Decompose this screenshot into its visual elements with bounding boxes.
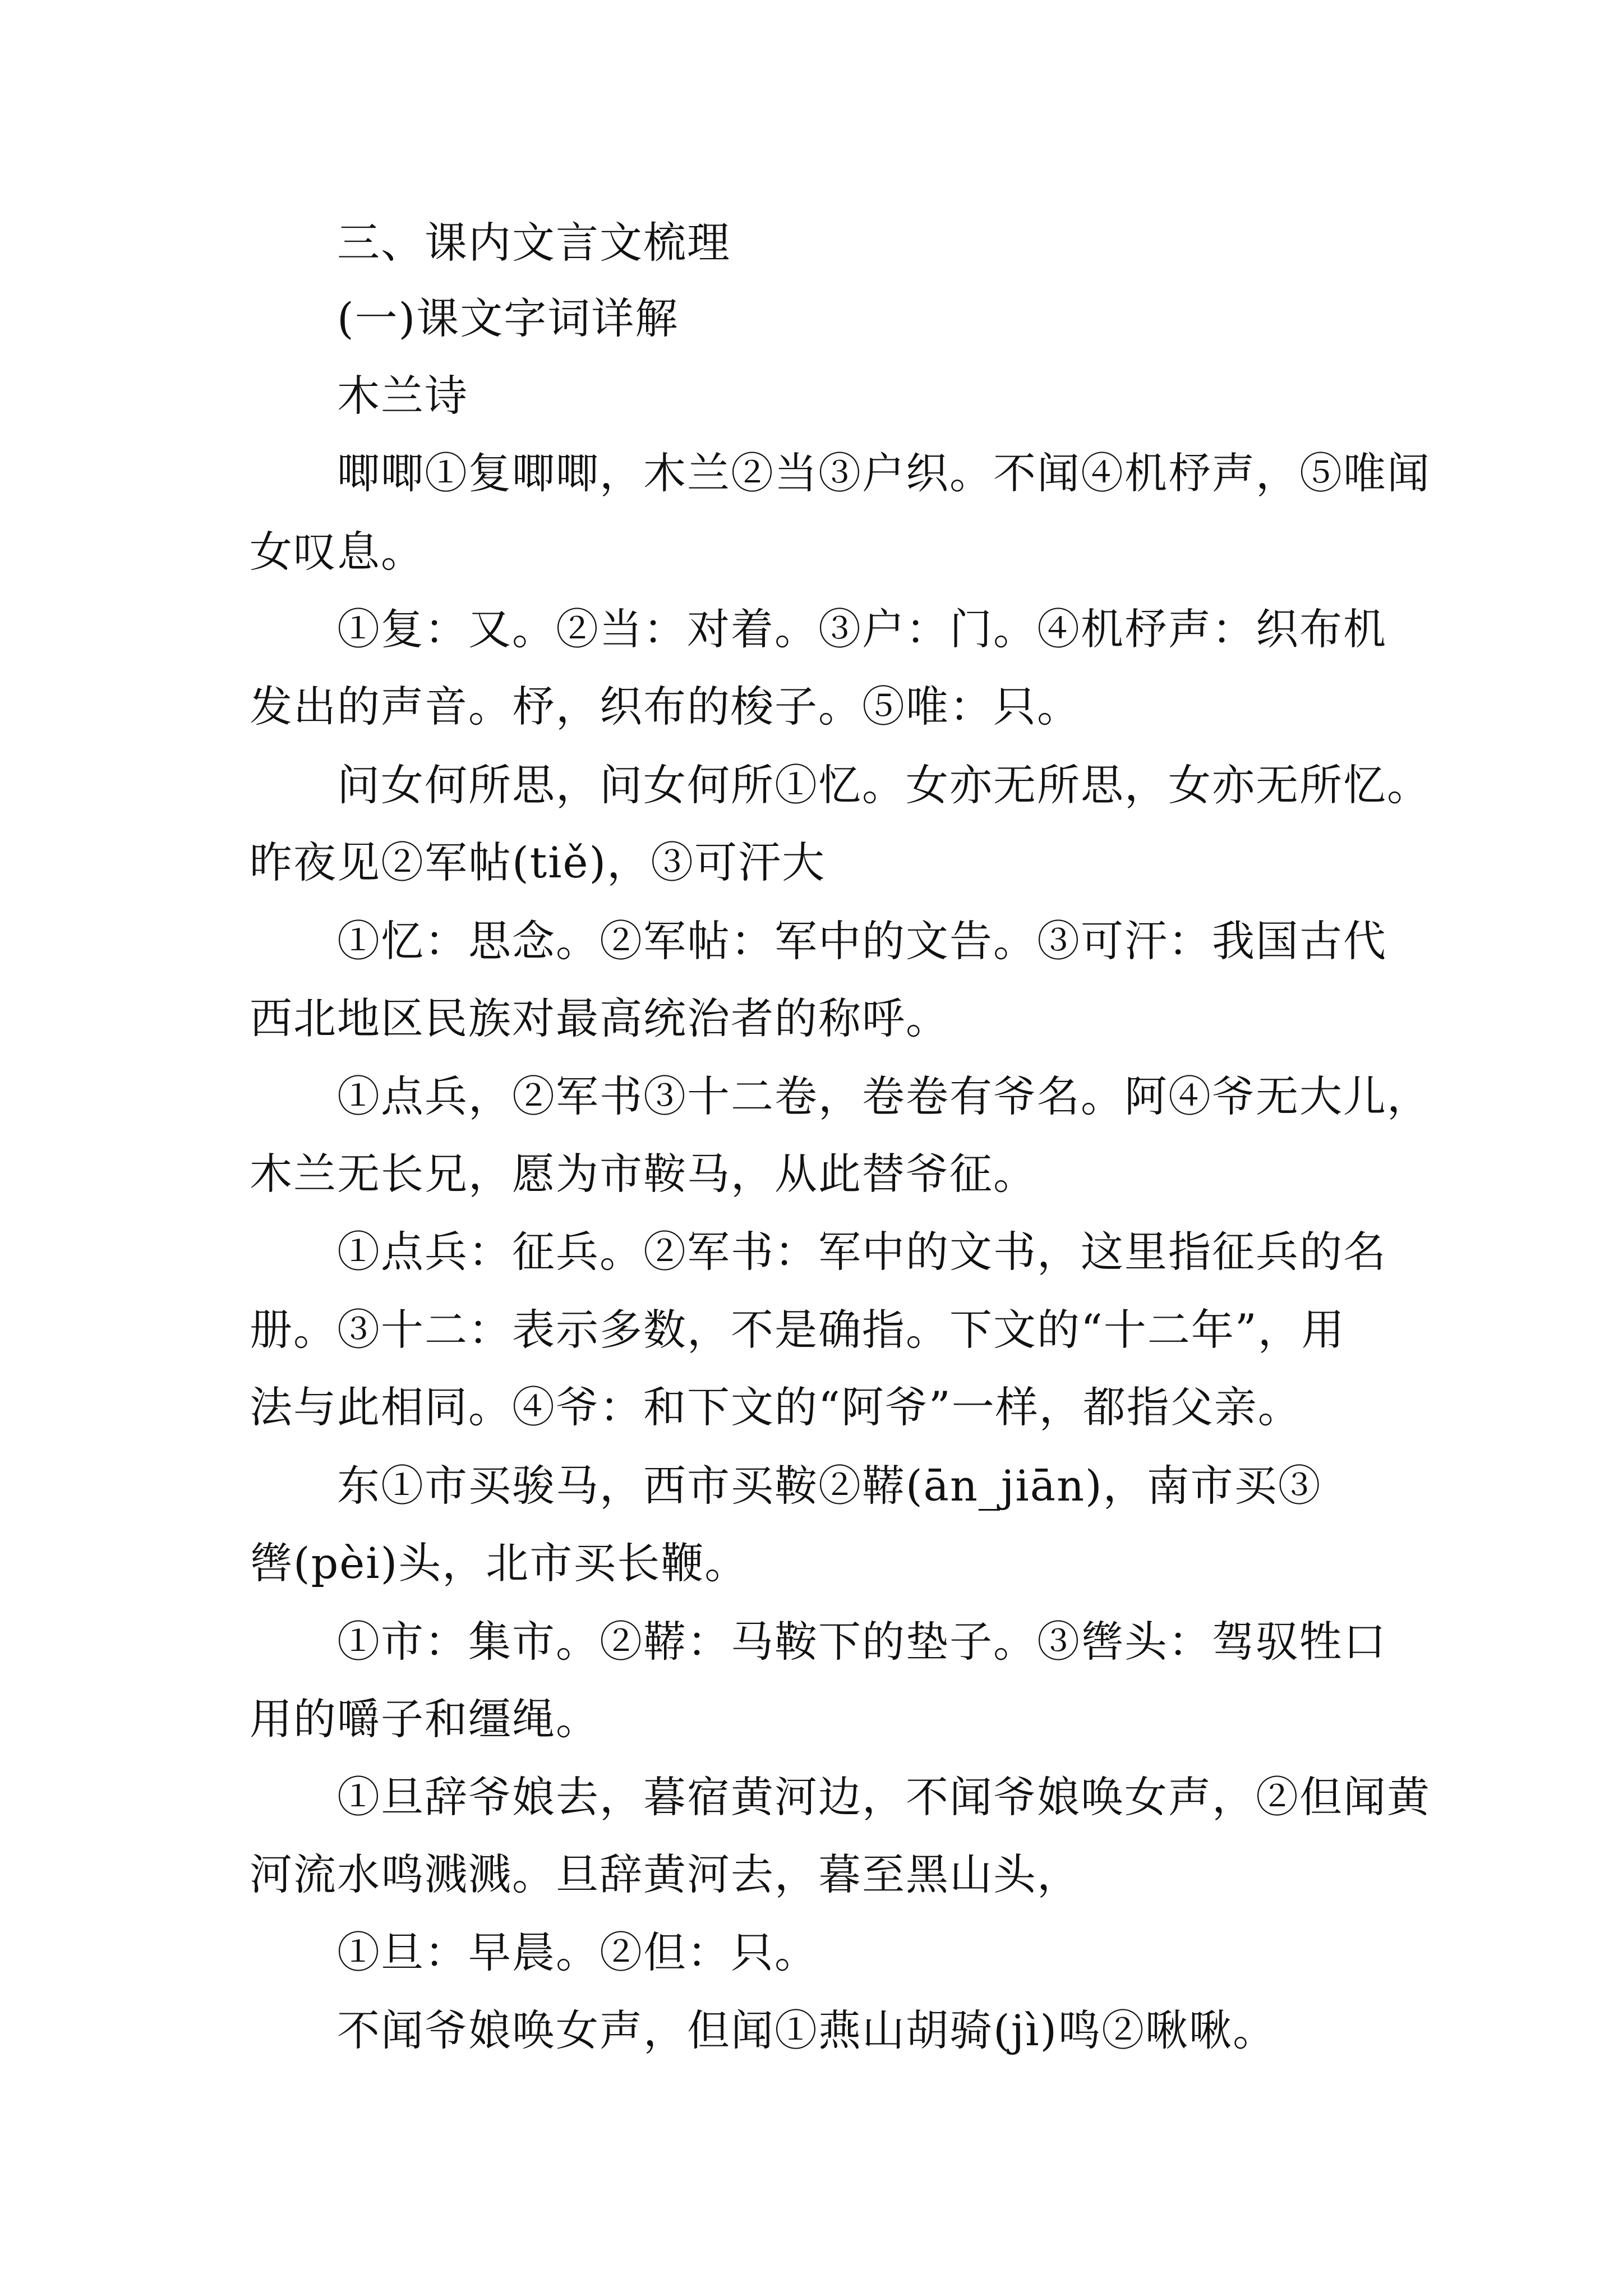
text-line: 河流水鸣溅溅。旦辞黄河去，暮至黑山头， <box>250 1849 1081 1899</box>
subsection-heading: (一)课文字词详解 <box>337 293 679 343</box>
text-line: 用的嚼子和缰绳。 <box>250 1694 600 1744</box>
text-line: 昨夜见②军帖(tiě)，③可汗大 <box>250 838 826 887</box>
text-line: 册。③十二：表示多数，不是确指。下文的“十二年”，用 <box>250 1305 1345 1355</box>
text-line: 木兰无长兄，愿为市鞍马，从此替爷征。 <box>250 1149 1037 1199</box>
text-line: ①忆：思念。②军帖：军中的文告。③可汗：我国古代 <box>337 916 1387 966</box>
section-heading: 三、课内文言文梳理 <box>337 218 731 268</box>
text-line: ①旦辞爷娘去，暮宿黄河边，不闻爷娘唤女声，②但闻黄 <box>337 1772 1431 1822</box>
text-line: 法与此相同。④爷：和下文的“阿爷”一样，都指父亲。 <box>250 1382 1302 1432</box>
text-line: 唧唧①复唧唧，木兰②当③户织。不闻④机杼声，⑤唯闻 <box>337 448 1431 498</box>
text-line: ①点兵：征兵。②军书：军中的文书，这里指征兵的名 <box>337 1227 1387 1277</box>
text-line: 不闻爷娘唤女声，但闻①燕山胡骑(jì)鸣②啾啾。 <box>337 2005 1277 2055</box>
text-line: 女叹息。 <box>250 527 425 577</box>
text-line: ①旦：早晨。②但：只。 <box>337 1927 818 1977</box>
text-line: 西北地区民族对最高统治者的称呼。 <box>250 993 949 1043</box>
text-line: ①市：集市。②鞯：马鞍下的垫子。③辔头：驾驭牲口 <box>337 1617 1387 1667</box>
text-line: 问女何所思，问女何所①忆。女亦无所思，女亦无所忆。 <box>337 760 1431 810</box>
poem-title: 木兰诗 <box>337 371 468 421</box>
text-line: 发出的声音。杼，织布的梭子。⑤唯：只。 <box>250 682 1081 731</box>
text-line: ①复：又。②当：对着。③户：门。④机杼声：织布机 <box>337 604 1387 654</box>
text-line: 辔(pèi)头，北市买长鞭。 <box>250 1538 749 1588</box>
text-line: ①点兵，②军书③十二卷，卷卷有爷名。阿④爷无大儿， <box>337 1071 1431 1121</box>
text-line: 东①市买骏马，西市买鞍②鞯(ān_jiān)，南市买③ <box>337 1461 1322 1511</box>
